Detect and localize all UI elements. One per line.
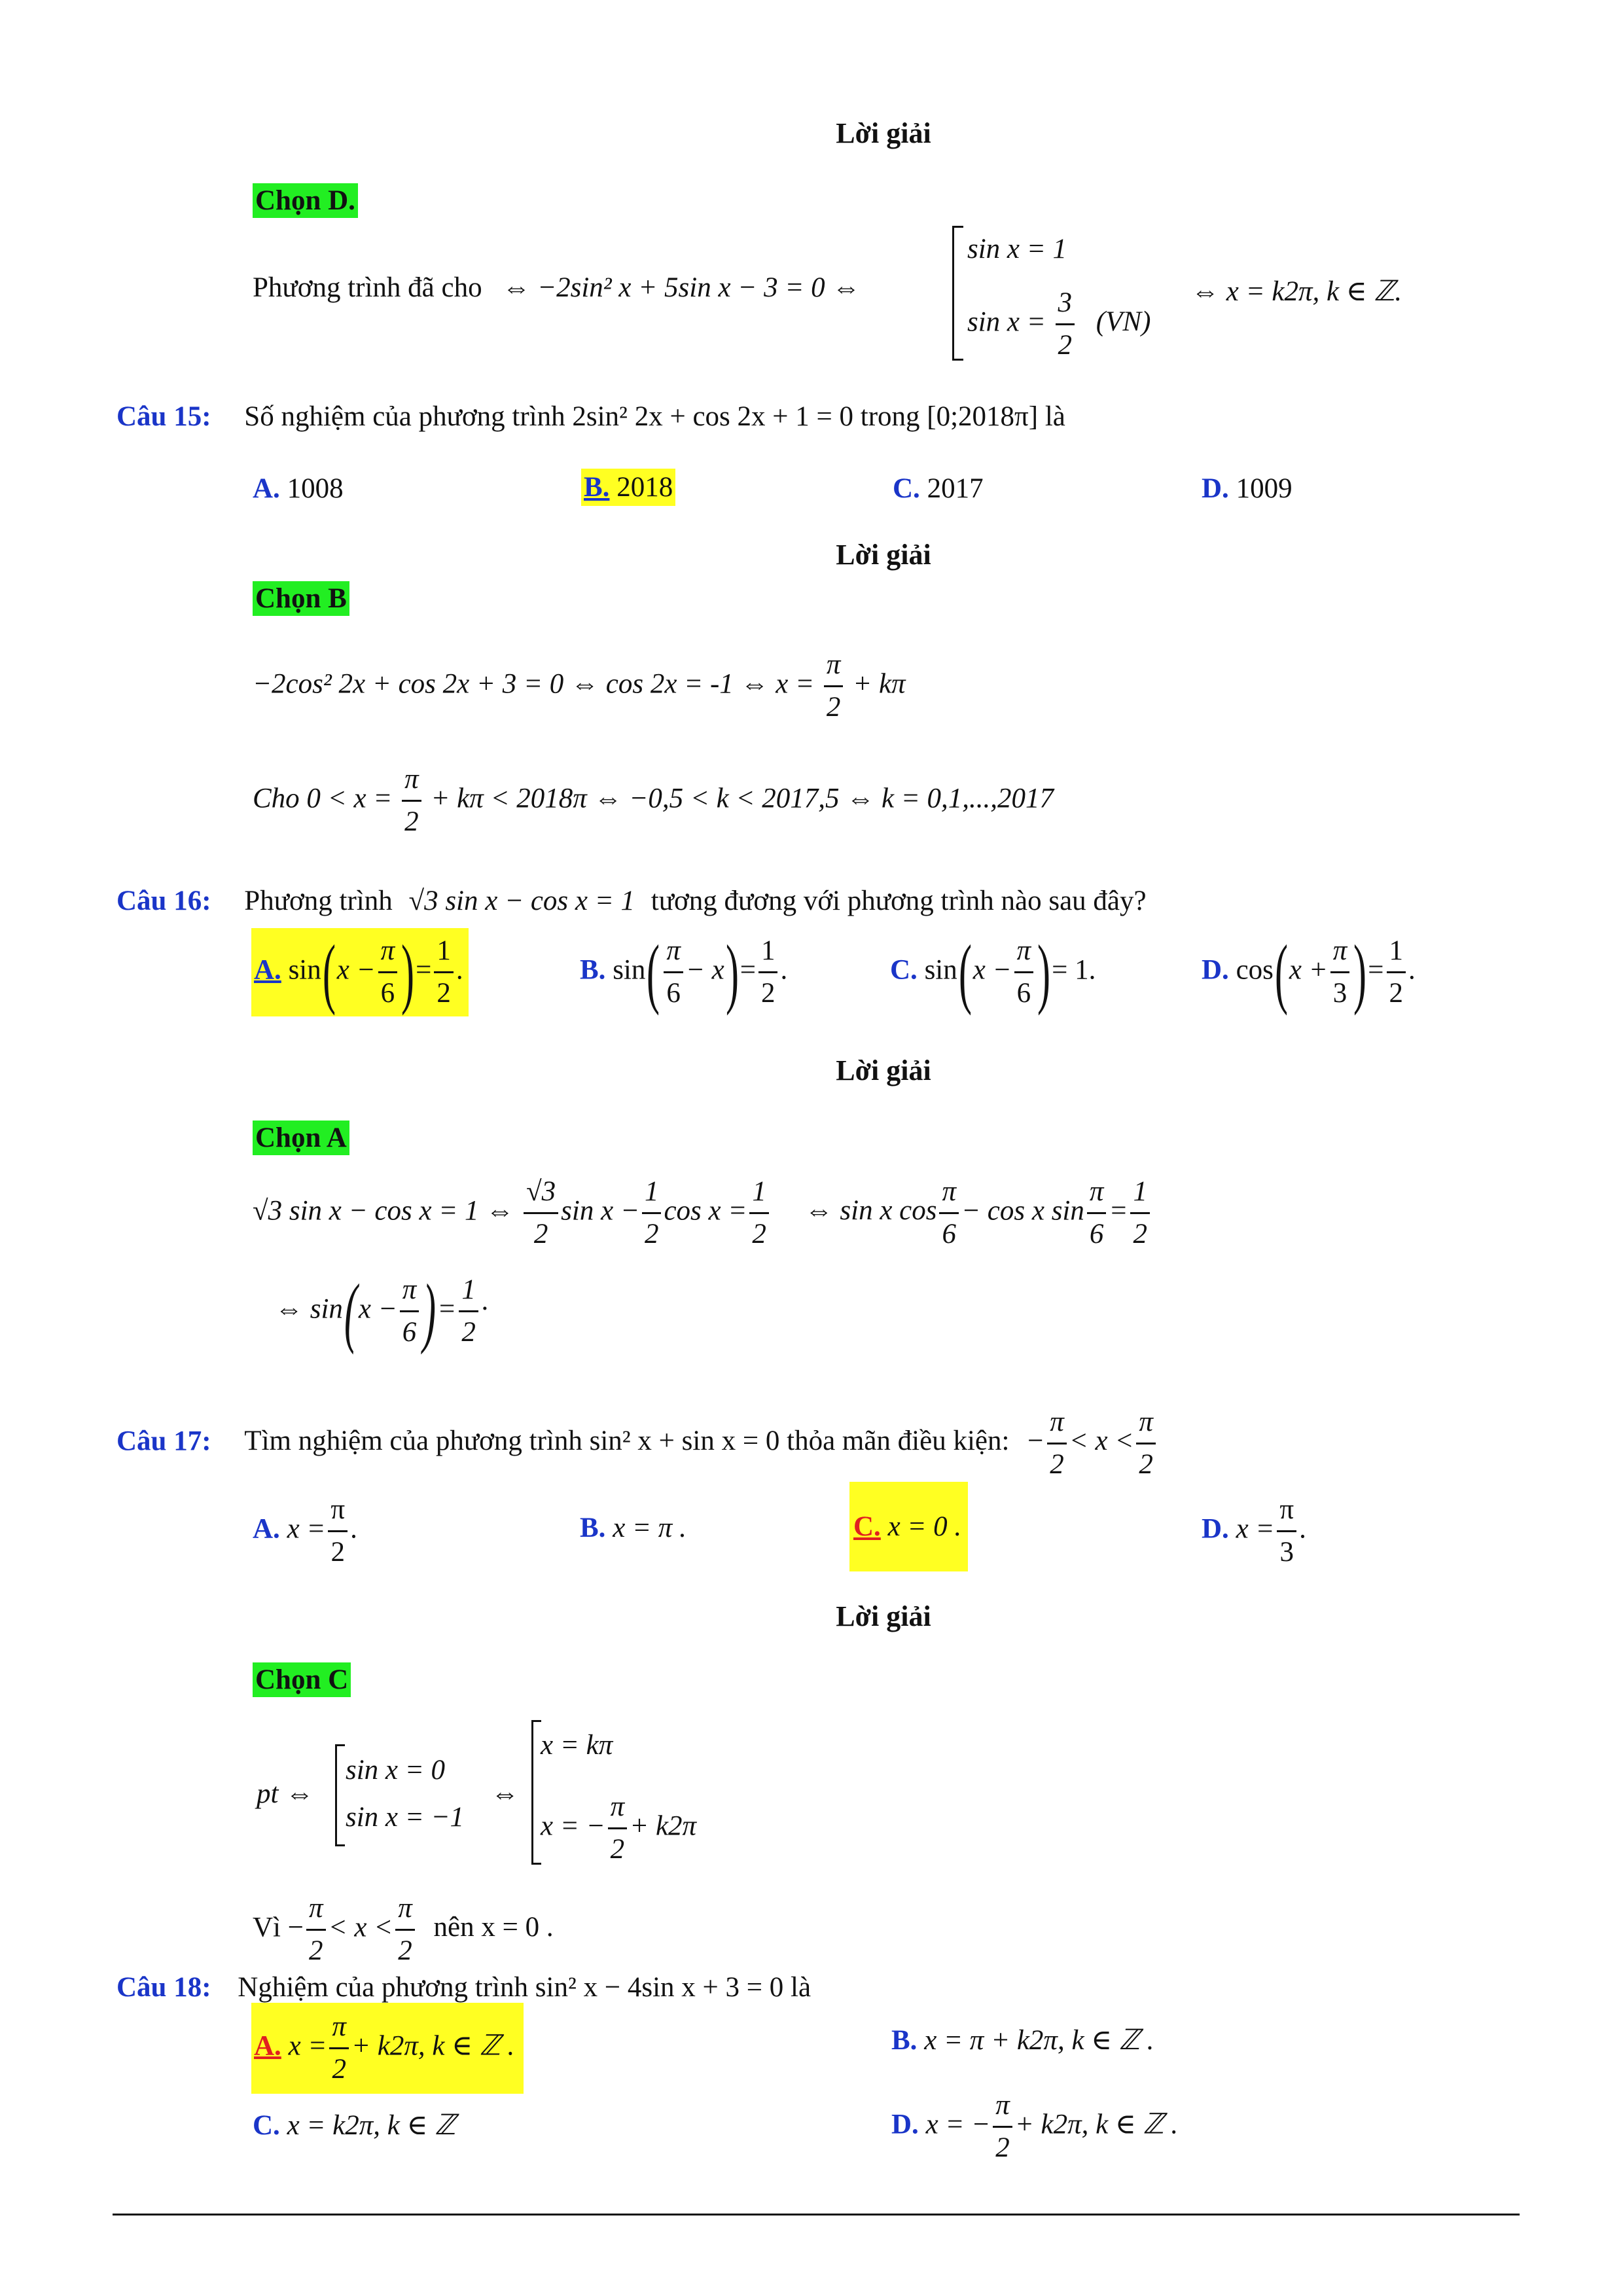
equiv-arrow: ⇔ xyxy=(491,1778,519,1809)
question-17: Câu 17: Tìm nghiệm của phương trình sin² x + sin x = 0 thỏa mãn điều kiện: − $\frac{\pi}{2}$ < x < $\frac{\pi}{2}$ xyxy=(116,1402,1158,1485)
pt-label: pt ⇔ xyxy=(257,1778,314,1809)
fraction: $\frac{\pi}{2}$ xyxy=(329,2007,349,2090)
option-a: A. x = $\frac{\pi}{2}$ . xyxy=(253,1490,357,1573)
loi-giai-heading: Lời giải xyxy=(836,1600,931,1632)
case-bracket xyxy=(952,226,963,361)
fraction: $\frac{\pi}{2}$ xyxy=(993,2085,1012,2168)
option-a: A. 1008 xyxy=(253,473,344,504)
option-a: A. sin(x − $\frac{\pi}{6}$ )= $\frac{1}{2}$ . xyxy=(251,928,469,1016)
fraction: $\frac{\pi}{6}$ xyxy=(1014,931,1034,1014)
fraction: $\frac{3}{2}$ xyxy=(1056,283,1075,366)
answer-choice-label: Chọn C xyxy=(253,1662,351,1697)
fraction: $\frac{1}{2}$ xyxy=(434,931,454,1014)
solution-line: Phương trình đã cho ⇔ −2sin² x + 5sin x − 3 = 0 ⇔ xyxy=(253,272,861,303)
case-line: sin x = −1 xyxy=(346,1802,465,1833)
condition: − $\frac{\pi}{2}$ < x < $\frac{\pi}{2}$ xyxy=(1026,1426,1158,1456)
case-line: x = − $\frac{\pi}{2}$ + k2π xyxy=(541,1787,696,1870)
solution-step: Cho 0 < x = $\frac{\pi}{2}$ + kπ < 2018π ⇔ −0,5 < k < 2017,5 ⇔ k = 0,1,...,2017 xyxy=(253,759,1054,842)
case-bracket xyxy=(531,1720,541,1865)
solution-step: −2cos² 2x + cos 2x + 3 = 0 ⇔ cos 2x = -1 ⇔ x = $\frac{\pi}{2}$ + kπ xyxy=(253,645,906,728)
question-18: Câu 18: Nghiệm của phương trình sin² x − 4sin x + 3 = 0 là xyxy=(116,1972,812,2003)
option-b: B. x = π + k2π, k ∈ ℤ . xyxy=(891,2025,1154,2056)
result-line: ⇔ x = k2π, k ∈ ℤ. xyxy=(1191,276,1402,307)
fraction: $\frac{\pi}{2}$ xyxy=(824,645,844,728)
option-d: D. x = − $\frac{\pi}{2}$ + k2π, k ∈ ℤ . xyxy=(891,2085,1178,2168)
case-line: sin x = 0 xyxy=(346,1755,446,1785)
fraction: $\frac{\pi}{6}$ xyxy=(664,931,683,1014)
fraction: $\frac{1}{2}$ xyxy=(758,931,778,1014)
conclusion-line: Vì − $\frac{\pi}{2}$ < x < $\frac{\pi}{2}$ nên x = 0 . xyxy=(253,1888,554,1971)
fraction: $\frac{\pi}{3}$ xyxy=(1277,1490,1296,1573)
fraction: $\frac{\pi}{2}$ xyxy=(306,1888,326,1971)
fraction: $\frac{1}{2}$ xyxy=(642,1172,662,1255)
loi-giai-heading: Lời giải xyxy=(836,117,931,149)
fraction: $\frac{\pi}{2}$ xyxy=(608,1787,628,1870)
fraction: $\frac{1}{2}$ xyxy=(459,1270,478,1353)
case-line: x = kπ xyxy=(541,1730,613,1761)
fraction: $\frac{\pi}{6}$ xyxy=(378,931,398,1014)
answer-choice-label: Chọn D. xyxy=(253,183,358,218)
solution-step: ⇔ sin(x − $\frac{\pi}{6}$ )= $\frac{1}{2}$ · xyxy=(275,1267,488,1355)
fraction: $\frac{\pi}{6}$ xyxy=(1087,1172,1107,1255)
option-d: D. 1009 xyxy=(1202,473,1293,504)
fraction: $\frac{√3}{2}$ xyxy=(524,1172,558,1255)
case-bracket xyxy=(335,1744,345,1846)
option-c: C. 2017 xyxy=(893,473,984,504)
fraction: $\frac{\pi}{6}$ xyxy=(939,1172,959,1255)
fraction: $\frac{\pi}{2}$ xyxy=(402,759,421,842)
fraction: $\frac{\pi}{2}$ xyxy=(1047,1402,1067,1485)
fraction: $\frac{1}{2}$ xyxy=(1387,931,1406,1014)
case-line: sin x = $\frac{3}{2}$ (VN) xyxy=(967,283,1150,366)
question-16: Câu 16: Phương trình √3 sin x − cos x = 1 tương đương với phương trình nào sau đây? xyxy=(116,886,1147,916)
option-a: A. x = $\frac{\pi}{2}$ + k2π, k ∈ ℤ . xyxy=(251,2003,524,2094)
fraction: $\frac{\pi}{2}$ xyxy=(1136,1402,1156,1485)
question-15: Câu 15: Số nghiệm của phương trình 2sin² 2x + cos 2x + 1 = 0 trong [0;2018π] là xyxy=(116,401,1065,432)
case-line: sin x = 1 xyxy=(967,234,1067,264)
loi-giai-heading: Lời giải xyxy=(836,1054,931,1086)
fraction: $\frac{\pi}{3}$ xyxy=(1330,931,1350,1014)
option-c: C. sin(x − $\frac{\pi}{6}$ )= 1. xyxy=(890,928,1096,1016)
option-b: B. x = π . xyxy=(580,1513,687,1543)
option-d: D. x = $\frac{\pi}{3}$ . xyxy=(1202,1490,1306,1573)
option-c: C. x = k2π, k ∈ ℤ xyxy=(253,2110,456,2141)
option-c: C. x = 0 . xyxy=(849,1482,968,1571)
fraction: $\frac{1}{2}$ xyxy=(1130,1172,1150,1255)
footer-rule xyxy=(113,2214,1520,2215)
option-b: B. 2018 xyxy=(581,469,675,506)
option-d: D. cos(x + $\frac{\pi}{3}$ )= $\frac{1}{2}$ . xyxy=(1202,928,1416,1016)
fraction: $\frac{\pi}{6}$ xyxy=(400,1270,419,1353)
answer-choice-label: Chọn B xyxy=(253,581,349,616)
fraction: $\frac{\pi}{2}$ xyxy=(395,1888,415,1971)
solution-step: √3 sin x − cos x = 1 ⇔ $\frac{√3}{2}$ sin x − $\frac{1}{2}$ cos x = $\frac{1}{2}$ ⇔ sin x cos $\frac{\pi}{6}$ − cos x sin $\frac{\pi}{6}$ = $\frac{1}{2}$ xyxy=(253,1172,1152,1255)
fraction: $\frac{1}{2}$ xyxy=(749,1172,769,1255)
option-b: B. sin( $\frac{\pi}{6}$ − x)= $\frac{1}{2}$ . xyxy=(580,928,788,1016)
answer-choice-label: Chọn A xyxy=(253,1121,349,1155)
loi-giai-heading: Lời giải xyxy=(836,539,931,571)
fraction: $\frac{\pi}{2}$ xyxy=(328,1490,348,1573)
